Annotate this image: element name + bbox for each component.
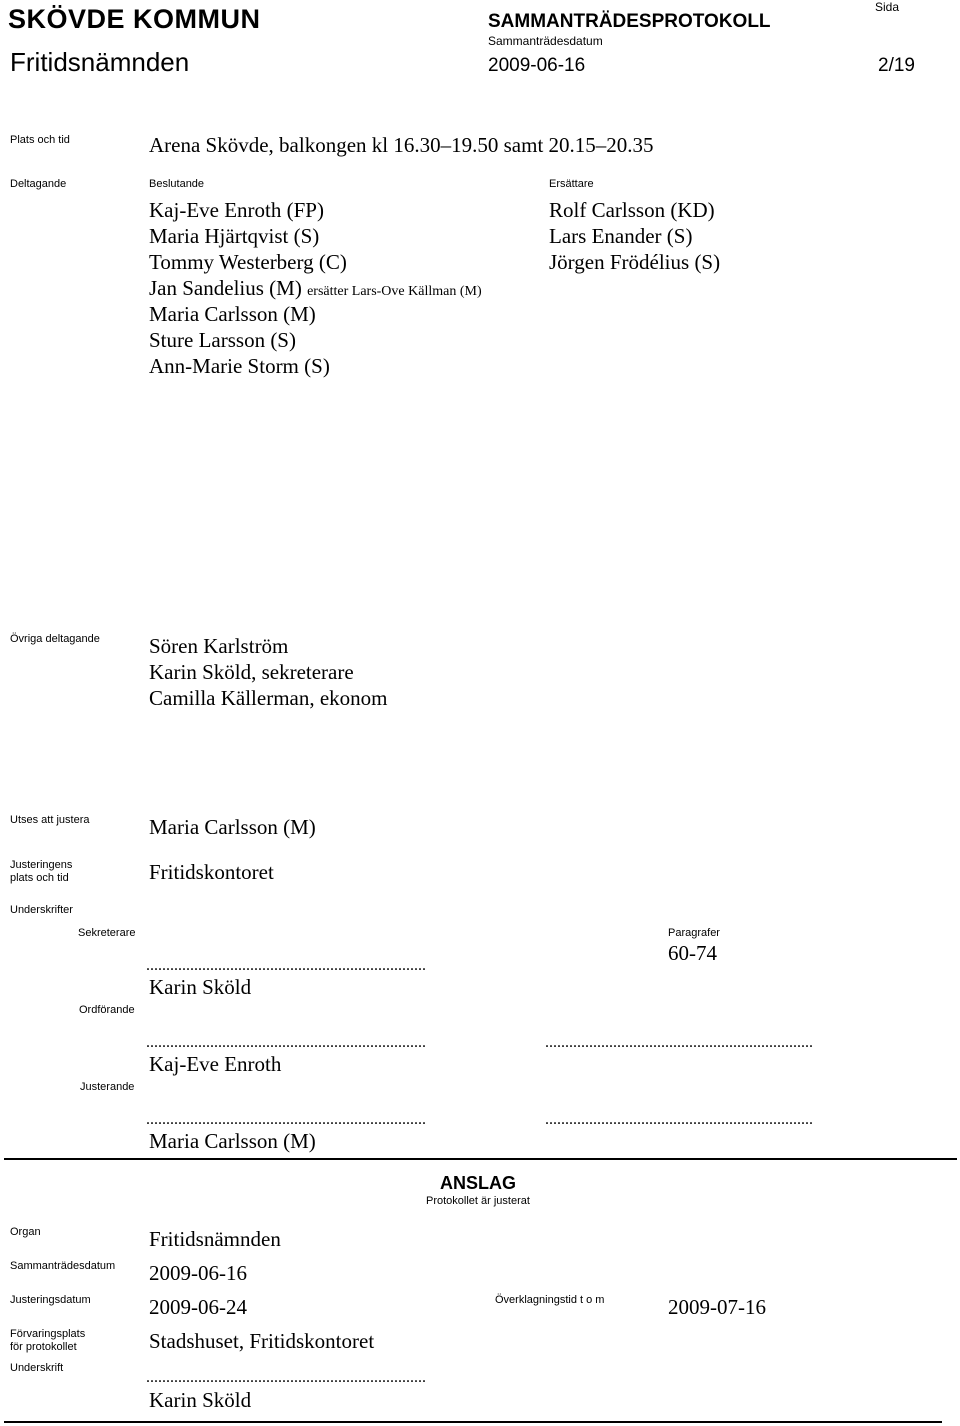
storage-label-1: Förvaringsplats [10,1328,86,1340]
chair-name: Kaj-Eve Enroth [149,1052,282,1076]
list-item: Maria Hjärtqvist (S) [149,224,320,248]
substitutes-list [549,198,720,276]
header-date-label: Sammanträdesdatum [488,34,603,48]
adjust-date: 2009-06-24 [149,1295,247,1319]
appeal-label: Överklagningstid t o m [495,1294,605,1306]
list-item: Maria Carlsson (M) [149,302,316,326]
list-item: Karin Sköld, sekreterare [149,660,354,684]
list-item: Camilla Källerman, ekonom [149,686,388,710]
page-number: 2/19 [878,55,915,76]
org-logo: SKÖVDE KOMMUN [8,4,261,34]
signatures-label: Underskrifter [10,904,73,916]
section-divider [4,1158,957,1160]
adjust-date-label: Justeringsdatum [10,1294,91,1306]
paragraphs-value: 60-74 [668,941,717,965]
list-item: Jan Sandelius (M) ersätter Lars-Ove Källman (M) [149,276,482,300]
participants-label: Deltagande [10,178,67,190]
secretary-signature-line: ...................................................................... [146,957,426,974]
appeal-date: 2009-07-16 [668,1295,766,1319]
others-label: Övriga deltagande [10,633,100,645]
replacement-note: ersätter Lars-Ove Källman (M) [307,284,482,299]
list-item: Rolf Carlsson (KD) [549,198,715,222]
list-item: Tommy Westerberg (C) [149,250,347,274]
notice-signature-name: Karin Sköld [149,1388,252,1412]
appointed-adjuster-label: Utses att justera [10,814,90,826]
adjustment-place: Fritidskontoret [149,860,274,884]
chair-signature-line: ...................................................................... [146,1034,426,1051]
list-item: Sture Larsson (S) [149,328,296,352]
place-value: Arena Skövde, balkongen kl 16.30–19.50 samt 20.15–20.35 [149,133,654,157]
list-item: Lars Enander (S) [549,224,693,248]
appointed-adjuster: Maria Carlsson (M) [149,815,316,839]
adjuster-signature-line-2: ................................................................... [545,1111,813,1128]
bottom-divider [4,1421,942,1423]
place-label: Plats och tid [10,134,70,146]
adjustment-place-label-1: Justeringens [10,859,73,871]
secretary-label: Sekreterare [78,927,136,939]
notice-signature-label: Underskrift [10,1362,64,1374]
header-page-label: Sida [875,0,900,14]
substitutes-label: Ersättare [549,178,594,190]
chair-label: Ordförande [79,1004,135,1016]
notice-title: ANSLAG [440,1173,516,1193]
committee-name: Fritidsnämnden [10,47,190,77]
organ-value: Fritidsnämnden [149,1227,281,1251]
adjuster-label: Justerande [80,1081,135,1093]
storage-value: Stadshuset, Fritidskontoret [149,1329,375,1353]
notice-meeting-date-label: Sammanträdesdatum [10,1260,116,1272]
list-item: Kaj-Eve Enroth (FP) [149,198,324,222]
doc-type-title: SAMMANTRÄDESPROTOKOLL [488,11,771,32]
notice-signature-line: ...................................................................... [146,1369,426,1386]
chair-signature-line-2: ................................................................... [545,1034,813,1051]
storage-label-2: för protokollet [10,1341,77,1353]
meeting-date: 2009-06-16 [488,55,586,76]
decision-makers-label: Beslutande [149,178,205,190]
adjuster-signature-line: ...................................................................... [146,1111,426,1128]
adjuster-name: Maria Carlsson (M) [149,1129,316,1153]
paragraphs-label: Paragrafer [668,927,720,939]
adjustment-place-label-2: plats och tid [10,872,69,884]
others-list [149,634,388,712]
notice-meeting-date: 2009-06-16 [149,1261,247,1285]
notice-subtitle: Protokollet är justerat [426,1195,530,1207]
list-item: Ann-Marie Storm (S) [149,354,330,378]
decision-makers-list [149,198,482,380]
secretary-name: Karin Sköld [149,975,252,999]
organ-label: Organ [10,1226,41,1238]
list-item: Sören Karlström [149,634,289,658]
list-item: Jörgen Frödélius (S) [549,250,721,274]
